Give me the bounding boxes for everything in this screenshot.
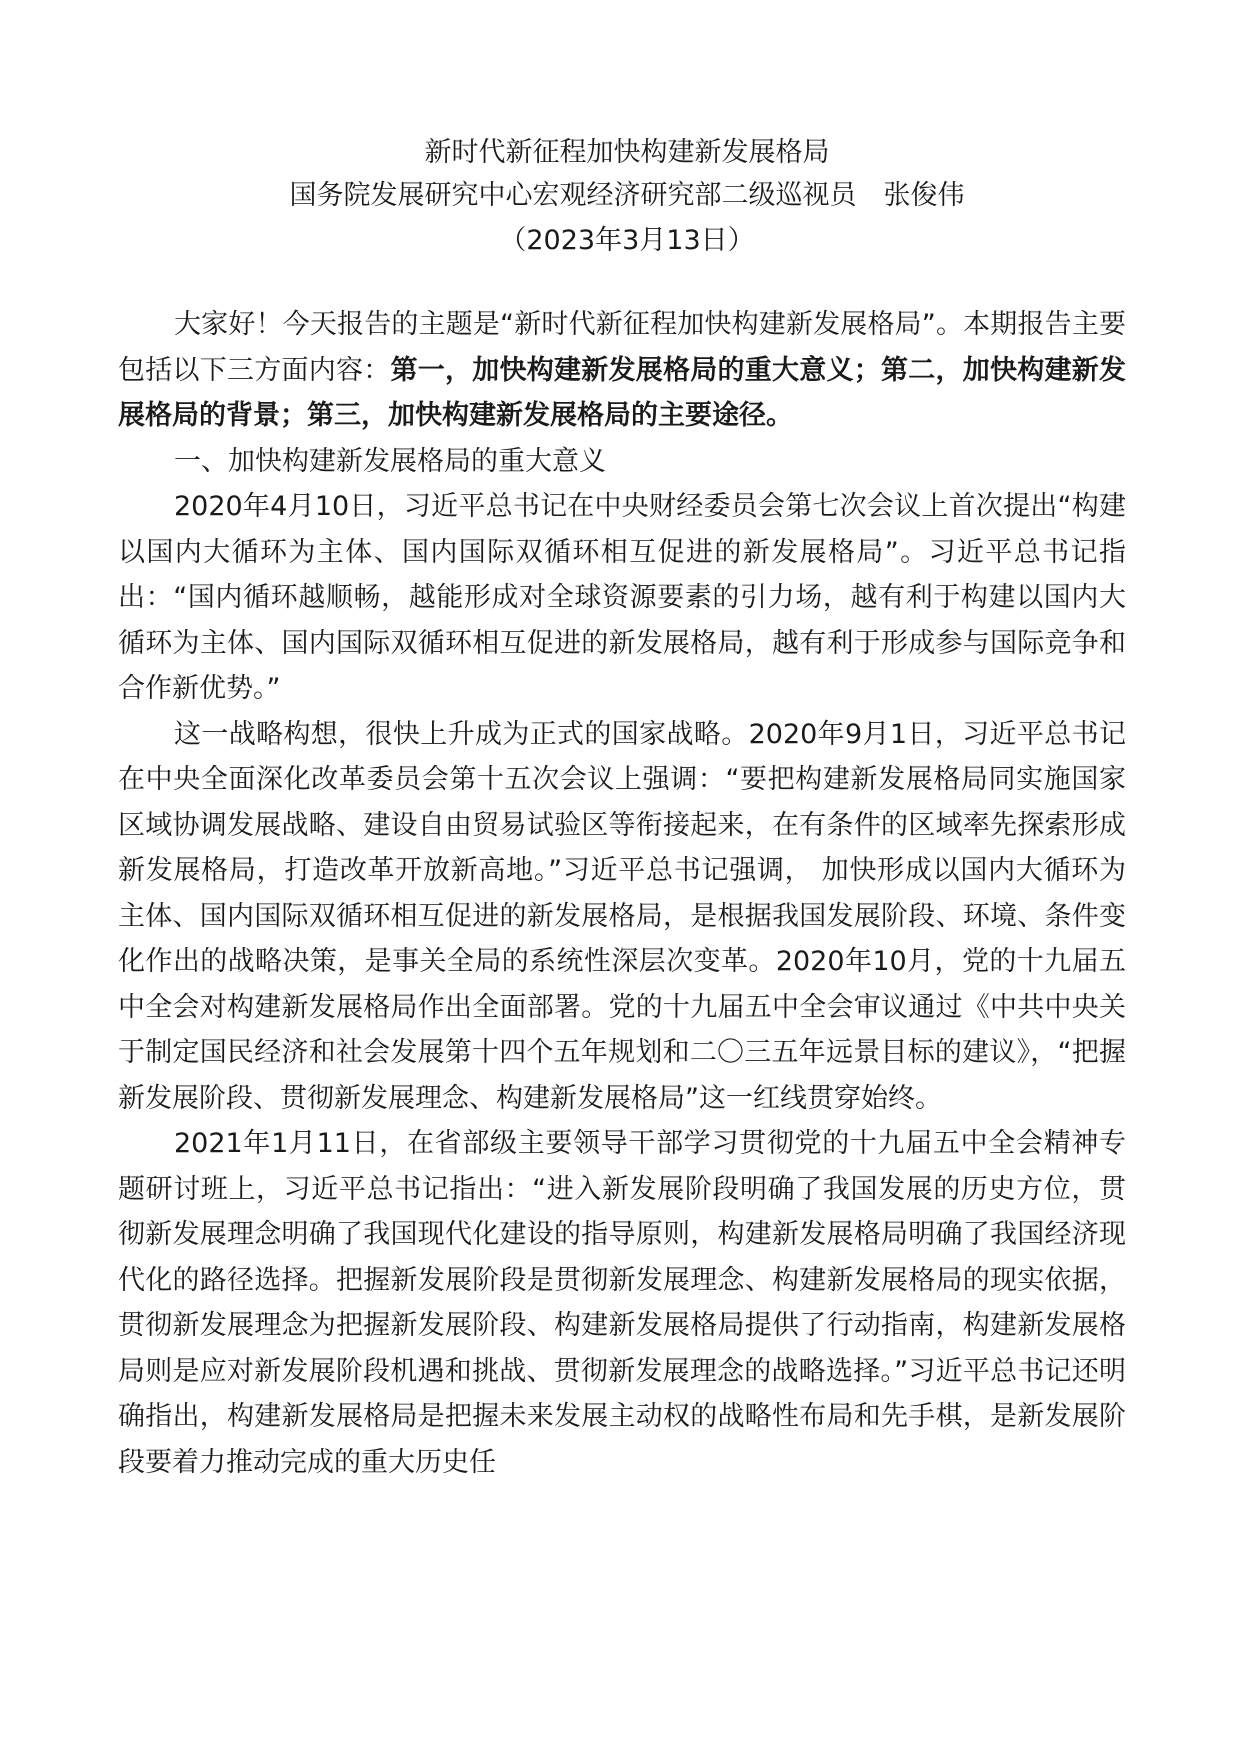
intro-outline-bold: 第一，加快构建新发展格局的重大意义；第二，加快构建新发展格局的背景；第三，加快构建新发展格局的主要途径。 — [118, 354, 1126, 431]
section-heading-1: 一、加快构建新发展格局的重大意义 — [174, 445, 606, 477]
paragraph-3: 2021年1月11日，在省部级主要领导干部学习贯彻党的十九届五中全会精神专题研讨班上，习近平总书记指出：“进入新发展阶段明确了我国发展的历史方位，贯彻新发展理念明确了我国现代化建设的指导原则，构建新发展格局明确了我国经济现代化的路径选择。把握新发展阶段是贯彻新发展理念、构建新发展格局的现实依据，贯彻新发展理念为把握新发展阶段、构建新发展格局提供了行动指南，构建新发展格局则是应对新发展阶段机遇和挑战、贯彻新发展理念的战略选择。”习近平总书记还明确指出，构建新发展格局是把握未来发展主动权的战略性布局和先手棋，是新发展阶段要着力推动完成的重大历史任 — [118, 1128, 1126, 1478]
document-body — [118, 302, 1126, 1485]
document-header — [128, 131, 1126, 262]
paragraph-2: 这一战略构想，很快上升成为正式的国家战略。2020年9月1日，习近平总书记在中央全面深化改革委员会第十五次会议上强调：“要把构建新发展格局同实施国家区域协调发展战略、建设自由贸易试验区等衔接起来，在有条件的区域率先探索形成新发展格局，打造改革开放新高地。”习近平总书记强调， 加快形成以国内大循环为主体、国内国际双循环相互促进的新发展格局，是根据我国发展阶段、环境、条件变化作出的战略决策，是事关全局的系统性深层次变革。2020年10月，党的十九届五中全会对构建新发展格局作出全面部署。党的十九届五中全会审议通过《中共中央关于制定国民经济和社会发展第十四个五年规划和二〇三五年远景目标的建议》，“把握新发展阶段、贯彻新发展理念、构建新发展格局”这一红线贯穿始终。 — [118, 718, 1126, 1114]
document-page — [118, 131, 1126, 1485]
paragraph-1: 2020年4月10日，习近平总书记在中央财经委员会第七次会议上首次提出“构建以国内大循环为主体、国内国际双循环相互促进的新发展格局”。习近平总书记指出：“国内循环越顺畅，越能形成对全球资源要素的引力场，越有利于构建以国内大循环为主体、国内国际双循环相互促进的新发展格局，越有利于形成参与国际竞争和合作新优势。” — [118, 491, 1126, 704]
report-date: （2023年3月13日） — [499, 225, 755, 256]
intro-paragraph — [118, 302, 1126, 439]
intro-text: 大家好！今天报告的主题是“新时代新征程加快构建新发展格局”。本期报告主要包括以下三方面内容： — [118, 309, 1126, 386]
author-line: 国务院发展研究中心宏观经济研究部二级巡视员 张俊伟 — [289, 180, 965, 211]
document-title: 新时代新征程加快构建新发展格局 — [424, 137, 830, 168]
